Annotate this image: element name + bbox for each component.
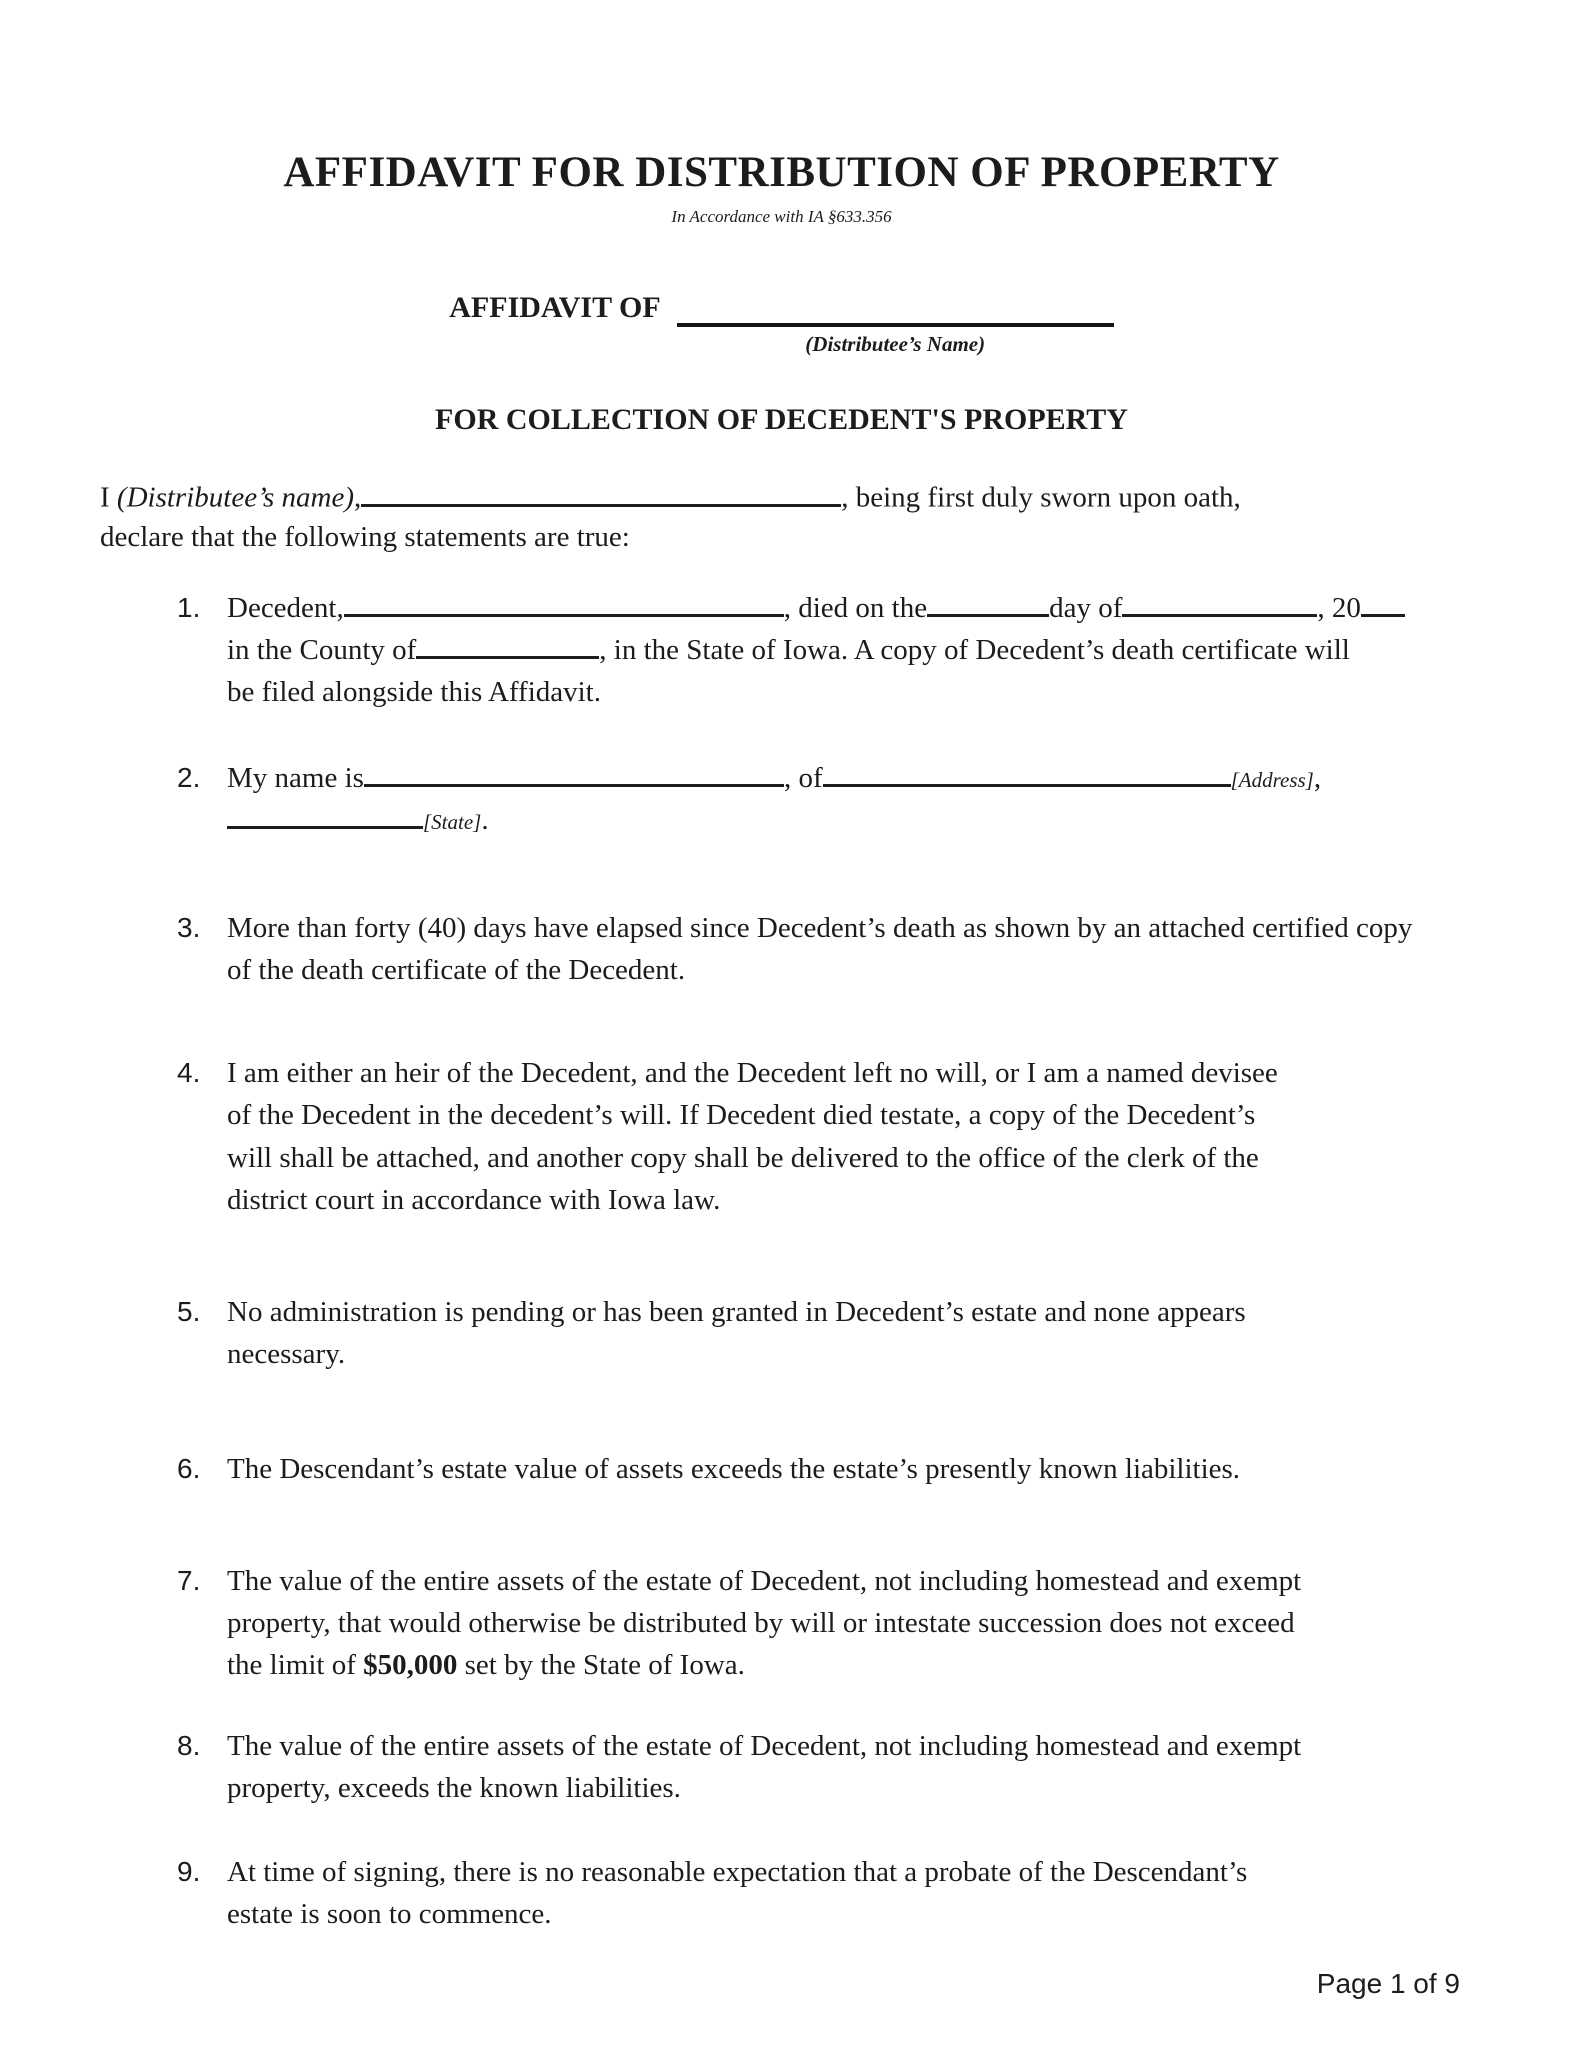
body-text: , [354,481,362,514]
item-number: 3. [177,912,201,944]
body-text: property, that would otherwise be distributed by will or intestate succession does not exceed [227,1606,1295,1639]
body-text: set by the State of Iowa. [457,1648,745,1681]
blank-line [823,758,1231,788]
affidavit-of-label: AFFIDAVIT OF [449,291,661,325]
body-text: be filed alongside this Affidavit. [227,676,601,709]
body-text: . [481,804,489,837]
section-heading: FOR COLLECTION OF DECEDENT'S PROPERTY [435,403,1128,437]
list-item-5 [100,1291,1463,1375]
blank-line [416,629,599,659]
list-item-9 [100,1851,1463,1935]
list-item-7 [100,1560,1463,1686]
list-item-2 [100,757,1463,841]
statement-list [100,587,1463,1935]
blank-line [344,587,784,617]
body-text: My name is [227,762,364,795]
body-text: , [1313,762,1322,795]
distributee-name-blank [677,291,1114,327]
item-number: 1. [177,592,201,624]
body-text: I [100,481,117,514]
blank-line [227,800,423,830]
item-number: 5. [177,1295,201,1327]
field-caption: [Address] [1230,768,1314,793]
body-text: of the Decedent in the decedent’s will. If Decedent died testate, a copy of the Decedent’s [227,1099,1256,1132]
body-text: More than forty (40) days have elapsed since Decedent’s death as shown by an attached certified copy [227,912,1413,945]
bold-text: $50,000 [363,1648,458,1681]
body-text: in the County of [227,634,417,667]
blank-line [1122,587,1317,617]
body-text: No administration is pending or has been granted in Decedent’s estate and none appears [227,1295,1246,1328]
body-text: the limit of [227,1648,364,1681]
document-title: AFFIDAVIT FOR DISTRIBUTION OF PROPERTY [283,149,1280,196]
list-item-8 [100,1725,1463,1809]
list-item-1 [100,587,1463,713]
body-text: , 20 [1317,592,1361,625]
body-text: Decedent, [227,592,344,625]
body-text: property, exceeds the known liabilities. [227,1771,681,1804]
intro-paragraph [100,477,1463,557]
list-item-3 [100,907,1463,991]
italic-text: (Distributee’s name) [116,481,354,514]
list-item-4 [100,1052,1463,1220]
item-number: 8. [177,1729,201,1761]
body-text: The value of the entire assets of the estate of Decedent, not including homestead and exempt [227,1564,1302,1597]
body-text: will shall be attached, and another copy shall be delivered to the office of the clerk of the [227,1141,1259,1174]
item-number: 2. [177,762,201,794]
page-number: Page 1 of 9 [1316,1968,1460,1999]
body-text: of the death certificate of the Decedent. [227,954,686,987]
list-item-6 [100,1448,1463,1490]
distributee-name-caption: (Distributee’s Name) [805,332,986,357]
blank-line [364,758,784,788]
body-text: At time of signing, there is no reasonable expectation that a probate of the Descendant’s [227,1855,1248,1888]
body-text: , of [783,762,823,795]
body-text: district court in accordance with Iowa law. [227,1183,721,1216]
body-text: day of [1049,592,1123,625]
body-text: The Descendant’s estate value of assets exceeds the estate’s presently known liabilities. [227,1452,1241,1485]
item-number: 7. [177,1564,201,1596]
body-text: declare that the following statements are true: [100,520,630,553]
body-text: I am either an heir of the Decedent, and the Decedent left no will, or I am a named devisee [227,1057,1278,1090]
body-text: necessary. [227,1337,346,1370]
affidavit-of-field [677,291,1114,357]
item-number: 4. [177,1057,201,1089]
blank-line [361,477,841,507]
body-text: The value of the entire assets of the estate of Decedent, not including homestead and exempt [227,1729,1302,1762]
affidavit-of-block [100,291,1463,357]
item-number: 6. [177,1452,201,1484]
document-subtitle: In Accordance with IA §633.356 [671,207,892,227]
body-text: estate is soon to commence. [227,1898,552,1931]
body-text: , in the State of Iowa. A copy of Decedent’s death certificate will [599,634,1350,667]
blank-line [1361,587,1405,617]
item-number: 9. [177,1855,201,1887]
blank-line [927,587,1049,617]
body-text: , being first duly sworn upon oath, [841,481,1241,514]
body-text: , died on the [783,592,928,625]
field-caption: [State] [423,810,482,835]
